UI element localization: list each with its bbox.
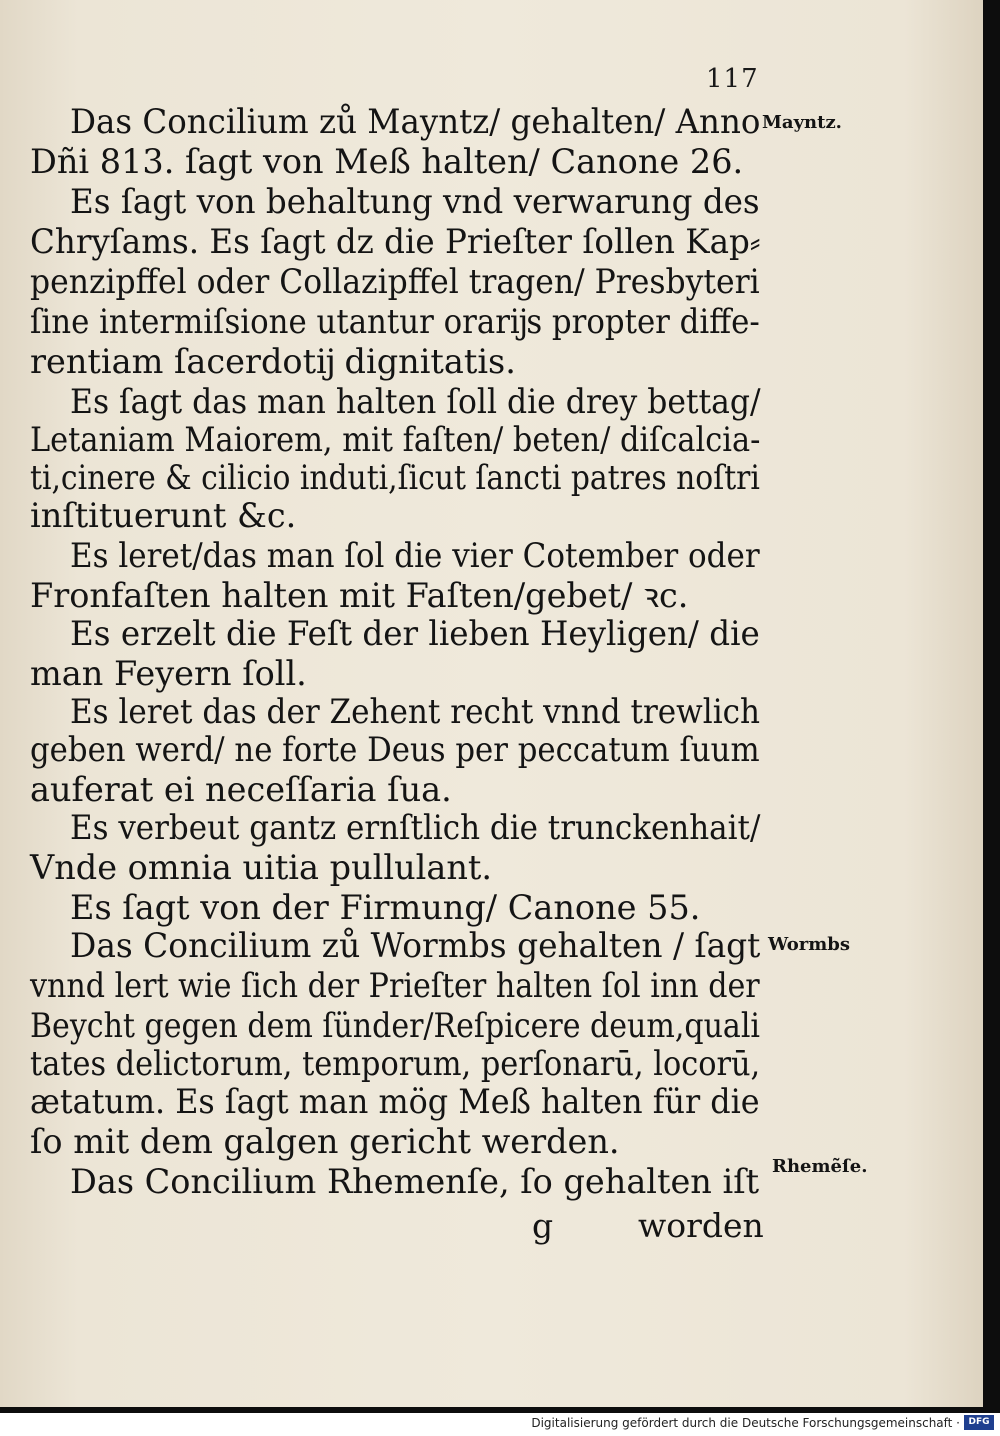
text-line: Das Concilium zů Mayntz/ gehalten/ Anno [70, 102, 761, 141]
margin-note-wormbs: Wormbs [768, 934, 851, 955]
text-line: Es erzelt die Feſt der lieben Heyligen/ die [70, 614, 760, 653]
footer-credit: Digitalisierung gefördert durch die Deutsche Forschungsgemeinschaft · [531, 1416, 960, 1430]
text-line: ſo mit dem galgen gericht werden. [30, 1122, 620, 1161]
text-line: Beycht gegen dem ſünder/Reſpicere deum,quali [30, 1006, 761, 1045]
text-line: Das Concilium Rhemenſe, ſo gehalten iſt [70, 1162, 760, 1201]
dfg-logo: DFG [964, 1415, 994, 1430]
text-line: Dñi 813. ſagt von Meß halten/ Canone 26. [30, 142, 744, 181]
margin-note-rhemense: Rhemẽſe. [772, 1156, 868, 1177]
signature-mark: g [532, 1206, 554, 1245]
text-line: inſtituerunt &c. [30, 496, 297, 535]
text-line: Es leret das der Zehent recht vnnd trewlich [70, 692, 761, 731]
text-line: Es verbeut gantz ernſtlich die trunckenhait/ [70, 808, 761, 847]
text-line: auferat ei neceſſaria ſua. [30, 770, 452, 809]
footer-bar [0, 1413, 1000, 1436]
text-line: Es ſagt das man halten ſoll die drey bettag/ [70, 382, 761, 421]
text-line: tates delictorum, temporum, perſonarū, locorū, [30, 1044, 761, 1083]
text-line: Es ſagt von behaltung vnd verwarung des [70, 182, 760, 221]
text-line: ætatum. Es ſagt man mög Meß halten für die [30, 1082, 760, 1121]
text-line: Chryſams. Es ſagt dz die Prieſter ſollen Kap⸗ [30, 222, 761, 261]
text-line: ſine intermiſsione utantur orarĳs propter diffe- [30, 302, 760, 341]
text-line: vnnd lert wie ſich der Prieſter halten ſol inn der [30, 966, 760, 1005]
page-number: 117 [706, 64, 759, 94]
text-line: Fronfaſten halten mit Faſten/gebet/ ꝛc. [30, 576, 689, 615]
text-line: Es leret/das man ſol die vier Cotember oder [70, 536, 760, 575]
text-line: ti,cinere & cilicio induti,ſicut ſancti patres noſtri [30, 458, 760, 497]
text-line: rentiam ſacerdotĳ dignitatis. [30, 342, 516, 381]
text-line: Vnde omnia uitia pullulant. [30, 848, 493, 887]
text-line: Das Concilium zů Wormbs gehalten / ſagt [70, 926, 761, 965]
margin-note-mayntz: Mayntz. [762, 112, 842, 133]
text-line: man Feyern ſoll. [30, 654, 307, 693]
text-line: penzipffel oder Collazipffel tragen/ Presbyteri [30, 262, 760, 301]
text-line: Letaniam Maiorem, mit faſten/ beten/ diſcalcia- [30, 420, 761, 459]
catchword: worden [638, 1206, 764, 1245]
text-line: geben werd/ ne forte Deus per peccatum ſuum [30, 730, 760, 769]
text-line: Es ſagt von der Firmung/ Canone 55. [70, 888, 701, 927]
